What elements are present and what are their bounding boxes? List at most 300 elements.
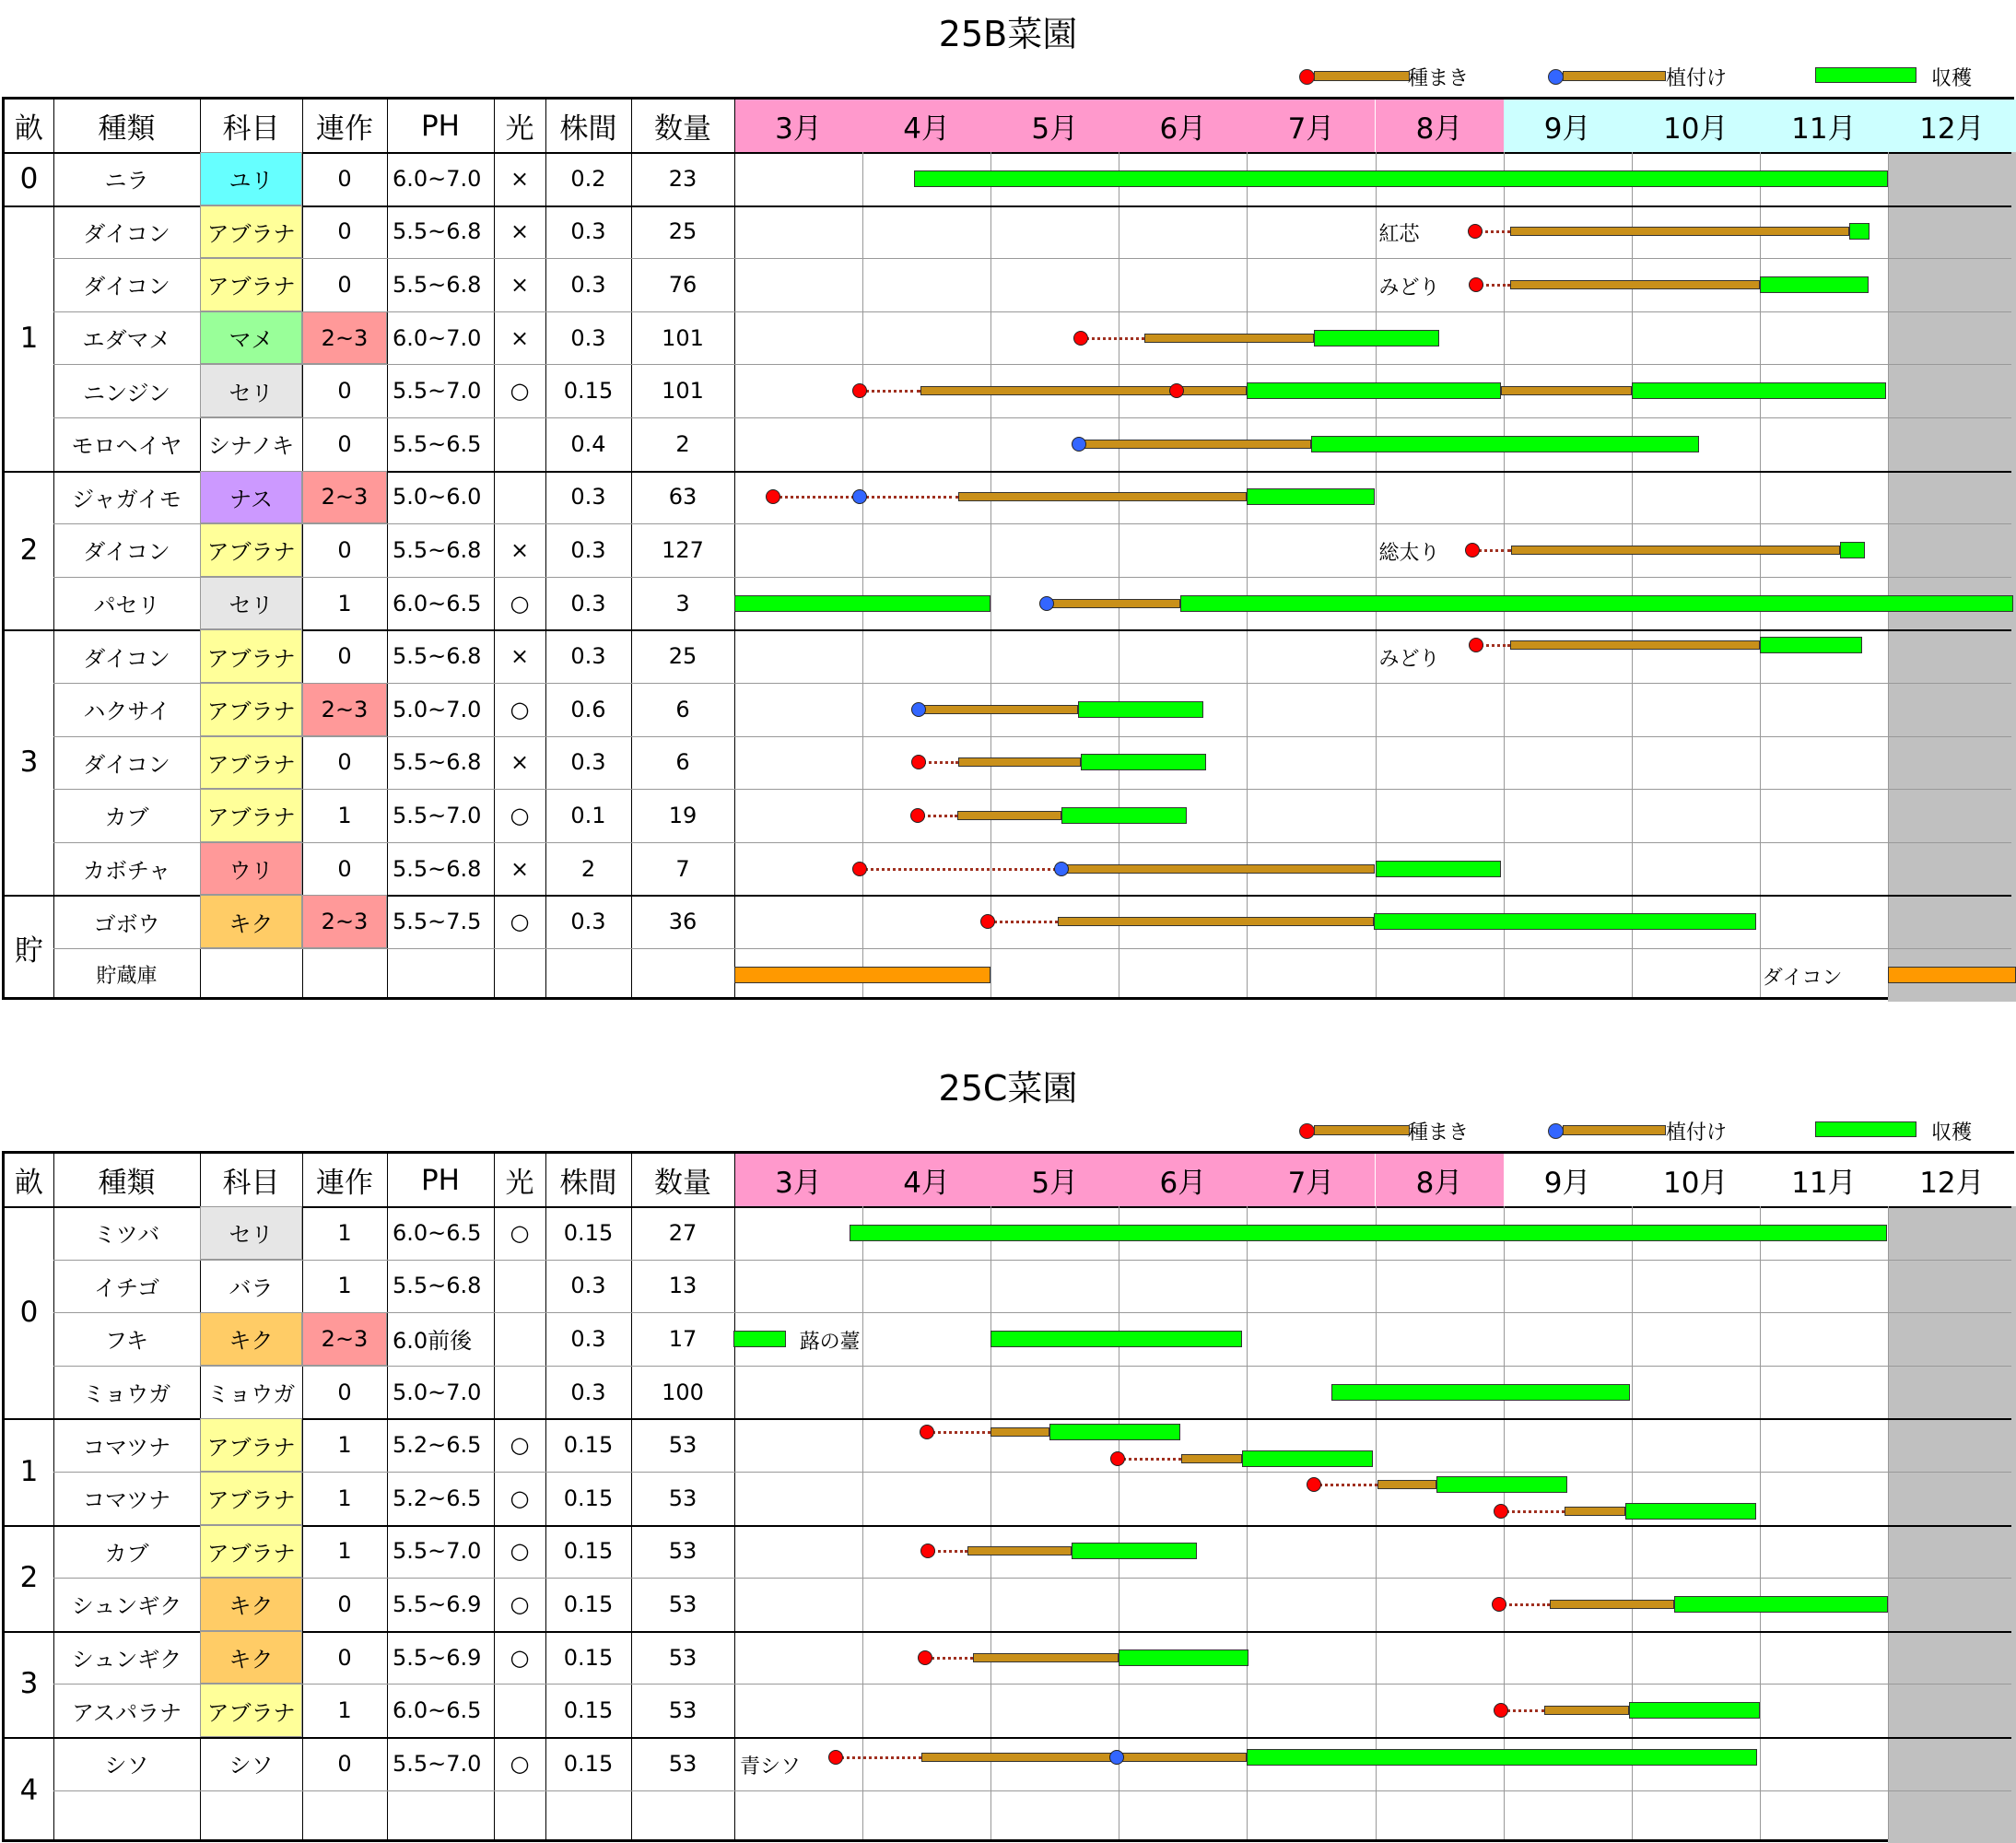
cell-qty: 63 [668,484,697,511]
harvest-bar [1119,1649,1248,1666]
cell-type: ハクサイ [83,698,170,725]
month-header-8: 8月 [1376,1154,1504,1206]
cell-light [494,948,545,1002]
seed-icon [920,1544,935,1558]
cell-type: コマツナ [82,1487,171,1514]
cell-renzaku: 1 [337,1697,352,1724]
seed-icon [1494,1504,1508,1519]
month-header-9: 9月 [1504,100,1632,152]
seed-icon [1469,277,1483,292]
seed-icon [828,1750,843,1765]
column-header-5: 光 [505,112,534,146]
cell-family: キク [200,1631,302,1685]
plant-icon [1109,1750,1124,1765]
cell-renzaku: 0 [337,165,352,192]
month-divider [862,1206,863,1839]
cell-renzaku: 0 [337,271,352,298]
cell-light: ○ [510,1644,530,1671]
cell-family: キク [200,1578,302,1631]
cell-qty: 25 [668,218,697,245]
harvest-bar [1849,223,1869,240]
seed-icon [1494,1703,1508,1718]
bed-label: 2 [19,533,39,567]
month-header-9: 9月 [1504,1154,1632,1206]
seed-legend-label: 種まき [1408,1121,1470,1145]
cell-ph [387,948,494,1002]
bed-label: 3 [19,745,39,780]
seed-wait-line [773,496,861,499]
cell-qty: 100 [662,1379,704,1405]
harvest-bar [850,1225,1886,1241]
cell-spacing: 0.15 [563,1644,614,1671]
plant-icon [911,702,926,717]
month-header-12: 12月 [1888,1154,2016,1206]
cell-family: シナノキ [207,433,295,460]
month-header-3: 3月 [734,100,862,152]
cell-renzaku: 0 [337,378,352,405]
cell-light [494,417,545,471]
cell-family: アブラナ [200,1684,302,1737]
cell-family: ナス [200,471,302,524]
month-header-10: 10月 [1632,1154,1760,1206]
annotation-label: 紅芯 [1378,223,1420,247]
cell-type: ゴボウ [93,910,160,937]
harvest-bar [734,595,990,612]
cell-light: ○ [510,802,530,828]
cell-spacing: 0.2 [570,165,606,192]
annotation-label: 蕗の薹 [799,1331,861,1354]
annotation-label: ダイコン [1762,966,1843,990]
cell-spacing: 0.15 [563,1750,614,1777]
cell-qty: 53 [668,1750,697,1777]
plant-legend-icon [1548,1123,1564,1139]
cell-renzaku: 2~3 [302,311,387,365]
cell-light [494,1312,545,1366]
plant-icon [852,489,867,504]
harvest-bar [1632,382,1887,399]
cell-type: ジャガイモ [72,486,182,512]
cell-ph: 5.2~6.5 [393,1485,482,1511]
column-header-5: 光 [505,1167,534,1200]
cell-ph: 5.5~6.8 [393,643,482,670]
cell-ph: 5.5~6.9 [393,1591,482,1617]
cell-qty: 53 [668,1538,697,1565]
cell-light: × [510,643,530,670]
seed-icon [910,808,925,823]
cell-renzaku: 1 [337,1273,352,1299]
plant-icon [1054,862,1069,876]
grow-bar [919,705,1077,714]
harvest-bar [1247,1749,1757,1766]
seed-icon [920,1425,934,1439]
cell-family: アブラナ [200,205,302,259]
harvest-bar [1674,1596,1888,1613]
month-header-12: 12月 [1888,100,2016,152]
cell-type: カボチャ [82,858,171,885]
cell-spacing: 0.15 [563,1538,614,1565]
cell-qty: 6 [675,696,690,722]
harvest-bar [1049,1424,1180,1440]
harvest-bar [1311,436,1699,452]
cell-renzaku [302,1790,387,1843]
column-header-2: 科目 [222,1167,280,1200]
cell-spacing: 2 [580,855,596,882]
seed-icon [1110,1451,1125,1466]
harvest-bar [1078,701,1203,718]
cell-spacing: 0.1 [570,802,606,828]
plant-legend-label: 植付け [1666,1121,1728,1145]
seed-icon [1465,543,1480,558]
seed-wait-line [860,390,920,393]
harvest-bar [914,170,1888,187]
grow-bar [990,1427,1049,1437]
cell-type: イチゴ [93,1274,160,1301]
cell-renzaku: 1 [337,1485,352,1511]
cell-renzaku: 0 [337,749,352,776]
bed-label: 0 [19,1296,39,1330]
cell-ph: 5.5~6.8 [393,855,482,882]
cell-renzaku: 2~3 [302,1312,387,1366]
month-header-5: 5月 [990,100,1119,152]
garden-c-legend [1299,1119,1981,1145]
harvest-bar [1376,861,1501,877]
cell-ph: 6.0~7.0 [393,165,482,192]
month-header-7: 7月 [1247,1154,1375,1206]
cell-light: ○ [510,1591,530,1617]
cell-light: ○ [510,378,530,405]
cell-type: ダイコン [83,645,170,672]
grow-bar [1377,1480,1436,1489]
seed-legend-icon [1299,1123,1315,1139]
cell-family: アブラナ [200,523,302,577]
cell-family: アブラナ [200,1418,302,1472]
harvest-bar [1072,1543,1197,1559]
month-header-6: 6月 [1119,1154,1247,1206]
harvest-bar [1061,807,1187,824]
cell-type: シュンギク [71,1593,182,1620]
column-header-1: 種類 [98,1167,156,1200]
cell-qty: 76 [668,271,697,298]
cell-ph: 6.0~6.5 [393,590,482,616]
cell-ph: 5.5~6.8 [393,749,482,776]
cell-spacing: 0.3 [570,324,606,351]
cell-spacing: 0.3 [570,590,606,616]
column-header-4: PH [420,109,460,143]
cell-type: 貯蔵庫 [96,965,158,989]
cell-type: ミョウガ [82,1381,171,1408]
column-header-0: 畝 [15,1167,43,1200]
cell-qty: 101 [662,324,704,351]
cell-ph: 5.5~6.9 [393,1644,482,1671]
cell-qty: 53 [668,1432,697,1459]
month-header-4: 4月 [862,1154,990,1206]
column-header-6: 株間 [559,112,617,146]
month-header-11: 11月 [1760,100,1888,152]
cell-qty: 53 [668,1591,697,1617]
cell-spacing [545,1790,631,1843]
cell-ph: 5.5~7.0 [393,378,482,405]
bed-label: 0 [19,161,39,195]
cell-spacing: 0.3 [570,1273,606,1299]
cell-ph: 5.5~7.0 [393,802,482,828]
cell-renzaku: 0 [337,1379,352,1405]
cell-family: アブラナ [200,1525,302,1579]
seed-icon [1468,224,1483,239]
cell-ph: 5.2~6.5 [393,1432,482,1459]
grow-bar [958,492,1247,501]
cell-light: × [510,855,530,882]
cell-qty: 25 [668,643,697,670]
bed-label: 4 [19,1773,39,1807]
harvest-legend-label: 収穫 [1931,1121,1973,1145]
cell-type [53,1790,200,1843]
harvest-bar [733,1331,786,1347]
harvest-bar [1840,542,1864,558]
annotation-label: 青シソ [740,1755,802,1778]
grow-bar [1501,386,1632,395]
cell-spacing: 0.3 [570,536,606,563]
cell-qty: 53 [668,1644,697,1671]
column-header-0: 畝 [15,112,43,146]
column-header-7: 数量 [654,1167,711,1200]
garden-b-title: 25B菜園 [938,14,1078,54]
annotation-label: 総太り [1378,542,1440,565]
harvest-bar [1314,330,1439,346]
cell-spacing: 0.3 [570,218,606,245]
month-header-6: 6月 [1119,100,1247,152]
cell-family: アブラナ [200,736,302,790]
garden-b-legend [1299,65,1981,90]
cell-renzaku: 2~3 [302,471,387,524]
cell-light: × [510,218,530,245]
cell-ph: 5.5~7.5 [393,909,482,935]
cell-renzaku: 0 [337,1591,352,1617]
cell-light: × [510,324,530,351]
cell-type: ダイコン [83,751,170,778]
cell-qty: 101 [662,378,704,405]
month-header-11: 11月 [1760,1154,1888,1206]
month-divider [1632,1206,1633,1839]
cell-spacing: 0.15 [563,1591,614,1617]
seed-legend-label: 種まき [1408,67,1470,90]
month-divider [1888,152,1889,997]
cell-light: ○ [510,696,530,722]
seed-wait-line [860,496,958,499]
seed-wait-line [1118,1458,1182,1461]
grow-bar [1510,280,1760,289]
grow-bar [921,1753,1247,1762]
cell-ph: 5.5~6.8 [393,271,482,298]
bed-label: 1 [19,321,39,355]
cell-qty: 6 [675,749,690,776]
seed-wait-line [1081,337,1145,340]
cell-light: ○ [510,1432,530,1459]
cell-renzaku: 0 [337,855,352,882]
cell-ph: 5.0~7.0 [393,1379,482,1405]
cell-ph: 6.0~6.5 [393,1697,482,1724]
cell-light: ○ [510,1219,530,1246]
grow-bar [920,386,1248,395]
seed-icon [852,862,867,876]
cell-type: エダマメ [82,327,171,354]
cell-family: アブラナ [200,1472,302,1525]
cell-light: ○ [510,1750,530,1777]
garden-c-title: 25C菜園 [938,1068,1078,1109]
cell-family: セリ [200,577,302,630]
cell-family: バラ [229,1274,274,1301]
cell-qty: 17 [668,1325,697,1352]
month-header-8: 8月 [1376,100,1504,152]
cell-ph: 5.5~6.8 [393,218,482,245]
cell-renzaku: 0 [337,430,352,457]
harvest-bar [1247,488,1375,505]
cell-light [494,1790,545,1843]
bed-label: 3 [19,1667,39,1701]
harvest-bar [1760,276,1869,293]
month-divider [1247,1206,1248,1839]
cell-type: モロヘイヤ [71,433,182,460]
cell-type: アスパラナ [71,1699,182,1726]
plant-legend-icon [1548,69,1564,85]
cell-type: フキ [104,1328,149,1355]
cell-type: ミツバ [93,1222,160,1249]
cell-qty [631,1790,734,1843]
cell-family: キク [200,895,302,948]
cell-family: ウリ [200,842,302,896]
cell-family [200,1790,302,1843]
storage-bar [1888,967,2016,983]
harvest-bar [1760,637,1862,653]
harvest-legend-icon [1815,1121,1916,1137]
cell-qty: 127 [662,536,704,563]
plant-legend-label: 植付け [1666,67,1728,90]
cell-qty: 7 [675,855,690,882]
cell-qty: 19 [668,802,697,828]
cell-spacing: 0.3 [570,484,606,511]
harvest-bar [1629,1702,1760,1719]
cell-ph: 5.5~6.5 [393,430,482,457]
cell-family: アブラナ [200,789,302,842]
cell-light: ○ [510,909,530,935]
seed-icon [1307,1477,1321,1492]
month-divider [990,1206,991,1839]
cell-renzaku: 1 [337,590,352,616]
grow-bar [1510,640,1760,650]
harvest-legend-icon [1815,67,1916,83]
month-divider [1376,1206,1377,1839]
month-divider [1504,152,1505,997]
cell-light [494,1366,545,1419]
cell-ph: 6.0~7.0 [393,324,482,351]
cell-type: シソ [104,1753,149,1779]
column-header-3: 連作 [316,112,373,146]
cell-ph: 6.0~6.5 [393,1219,482,1246]
cell-family: シソ [229,1753,274,1779]
cell-renzaku [302,948,387,1002]
seed-wait-line [1501,1510,1565,1513]
cell-light: × [510,749,530,776]
cell-spacing: 0.3 [570,643,606,670]
cell-type: カブ [104,804,149,831]
bed-label: 1 [19,1454,39,1488]
cell-renzaku: 0 [337,643,352,670]
cell-renzaku: 2~3 [302,683,387,736]
month-divider [1888,1206,1889,1839]
cell-family [200,948,302,1002]
month-header-7: 7月 [1247,100,1375,152]
cell-qty: 3 [675,590,690,616]
column-header-7: 数量 [654,112,711,146]
cell-family: キク [200,1312,302,1366]
grow-bar [1544,1706,1629,1715]
seed-icon [918,1650,932,1665]
seed-legend-icon [1299,69,1315,85]
seed-icon [980,914,995,929]
cell-renzaku: 0 [337,218,352,245]
seed-icon [911,755,926,769]
cell-ph: 5.0~7.0 [393,696,482,722]
cell-qty: 53 [668,1485,697,1511]
grow-bar [1550,1600,1674,1609]
column-header-1: 種類 [98,112,156,146]
seed-icon [766,489,780,504]
cell-ph: 5.5~7.0 [393,1750,482,1777]
annotation-label: みどり [1378,648,1440,672]
cell-renzaku: 2~3 [302,895,387,948]
month-header-4: 4月 [862,100,990,152]
cell-family: ミョウガ [206,1381,296,1408]
grow-bar [1565,1507,1624,1516]
grow-bar [973,1653,1119,1662]
cell-spacing: 0.6 [570,696,606,722]
grow-bar [1058,917,1375,926]
storage-bar [734,967,990,983]
cell-type: ダイコン [83,539,170,566]
cell-family: ユリ [200,152,302,205]
harvest-bar [1247,382,1500,399]
cell-family: アブラナ [200,258,302,311]
cell-light: ○ [510,590,530,616]
cell-ph: 5.5~7.0 [393,1538,482,1565]
column-header-3: 連作 [316,1167,373,1200]
cell-qty: 13 [668,1273,697,1299]
seed-wait-line [927,1431,991,1434]
grow-bar [1061,864,1376,874]
cell-light: × [510,271,530,298]
bed-label: 貯 [15,934,43,968]
month-header-3: 3月 [734,1154,862,1206]
grow-bar [958,757,1080,767]
grow-bar [1511,546,1840,555]
grow-bar [1144,334,1314,343]
cell-spacing: 0.3 [570,1379,606,1405]
plant-icon [1072,437,1086,452]
harvest-bar [1180,595,2013,612]
seed-icon [1169,383,1184,398]
garden-c-table [2,1151,2014,1842]
month-divider [1760,1206,1761,1839]
cell-spacing: 0.3 [570,1325,606,1352]
grow-bar [967,1546,1072,1555]
cell-family: セリ [200,1206,302,1260]
grow-bar [957,811,1061,820]
grow-bar [1079,440,1311,449]
harvest-bar [1374,913,1756,930]
cell-ph: 6.0前後 [393,1328,473,1355]
month-header-10: 10月 [1632,100,1760,152]
cell-qty: 27 [668,1219,697,1246]
cell-ph [387,1790,494,1843]
